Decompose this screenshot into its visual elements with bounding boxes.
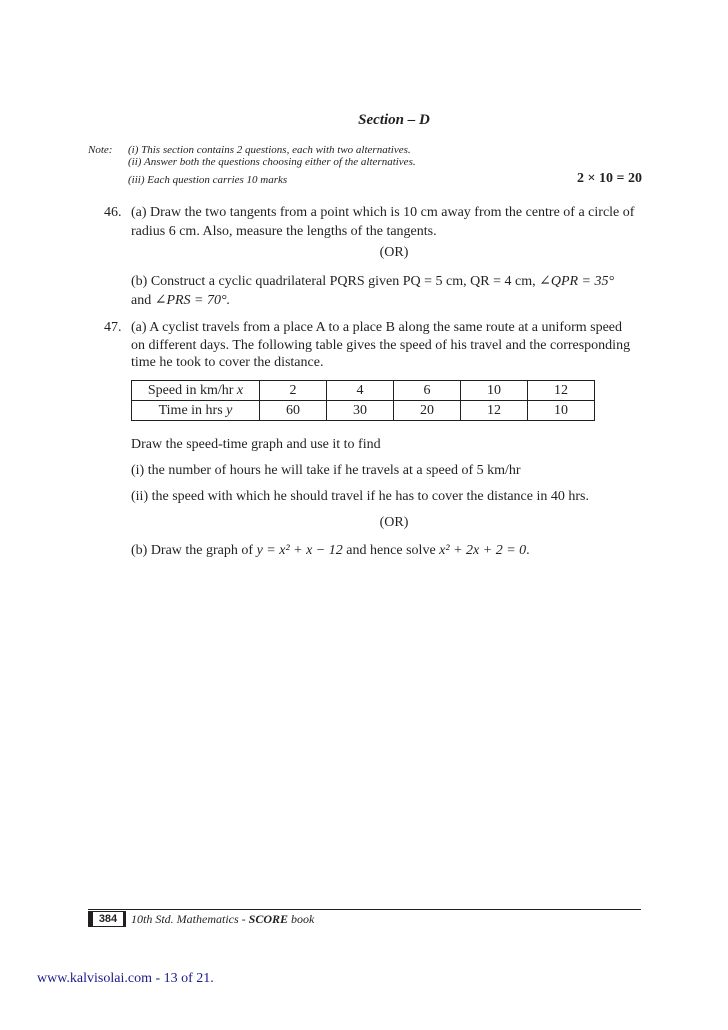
q47-part-i: (i) the number of hours he will take if he travels at a speed of 5 km/hr [131, 463, 521, 478]
q47-b-equation-1: y = x² + x − 12 [256, 543, 343, 558]
q47-b-end: . [526, 543, 530, 558]
website-footer: www.kalvisolai.com - 13 of 21. [37, 971, 214, 986]
q46-b-line-1 [131, 273, 614, 290]
page-number: 384 [88, 911, 126, 927]
table-cell: 10 [528, 401, 595, 421]
q47-b-line [131, 543, 530, 559]
q46-b-and: and [131, 293, 155, 308]
question-46-number: 46. [104, 205, 122, 220]
table-cell: 20 [394, 401, 461, 421]
note-line-3: (iii) Each question carries 10 marks [128, 174, 288, 186]
q46-a-line-1: (a) Draw the two tangents from a point which is 10 cm away from the centre of a circle of [131, 205, 635, 220]
table-cell: 10 [461, 381, 528, 401]
book-title: 10th Std. Mathematics - SCORE book [131, 912, 315, 926]
table-row-speed [132, 381, 595, 401]
q46-a-line-2: radius 6 cm. Also, measure the lengths of the tangents. [131, 224, 437, 239]
q46-b-line-2 [131, 292, 230, 309]
table-cell: 30 [327, 401, 394, 421]
section-title: Section – D [358, 112, 430, 128]
q46-or: (OR) [379, 245, 409, 260]
question-47-number: 47. [104, 320, 122, 335]
note-line-1: (i) This section contains 2 questions, each with two alternatives. [128, 144, 411, 156]
q47-a-line-2: on different days. The following table gives the speed of his travel and the corresponding [131, 338, 631, 353]
note-label: Note: [88, 144, 113, 156]
table-cell: 2 [260, 381, 327, 401]
speed-time-table [131, 380, 595, 421]
q46-b-text: (b) Construct a cyclic quadrilateral PQRS given PQ = 5 cm, QR = 4 cm, [131, 274, 540, 289]
table-header-speed: Speed in km/hr x [132, 381, 260, 401]
q46-b-angle-prs: ∠PRS = 70°. [154, 293, 231, 308]
table-cell: 60 [260, 401, 327, 421]
table-cell: 4 [327, 381, 394, 401]
q47-b-equation-2: x² + 2x + 2 = 0 [439, 543, 527, 558]
q47-instruction: Draw the speed-time graph and use it to find [131, 437, 381, 452]
q47-part-ii: (ii) the speed with which he should travel if he has to cover the distance in 40 hrs. [131, 489, 589, 504]
table-cell: 12 [461, 401, 528, 421]
q47-b-text: (b) Draw the graph of [131, 543, 257, 558]
marks-total: 2 × 10 = 20 [577, 171, 642, 186]
table-cell: 6 [394, 381, 461, 401]
table-row-time [132, 401, 595, 421]
footer-rule [88, 909, 641, 910]
table-cell: 12 [528, 381, 595, 401]
q47-a-line-1: (a) A cyclist travels from a place A to a place B along the same route at a uniform speed [131, 320, 622, 335]
q46-b-angle-qpr: ∠QPR = 35° [539, 274, 615, 289]
note-line-2: (ii) Answer both the questions choosing either of the alternatives. [128, 156, 416, 168]
q47-a-line-3: time he took to cover the distance. [131, 355, 324, 370]
table-header-time: Time in hrs y [132, 401, 260, 421]
q47-b-mid: and hence solve [342, 543, 440, 558]
q47-or: (OR) [379, 515, 409, 530]
